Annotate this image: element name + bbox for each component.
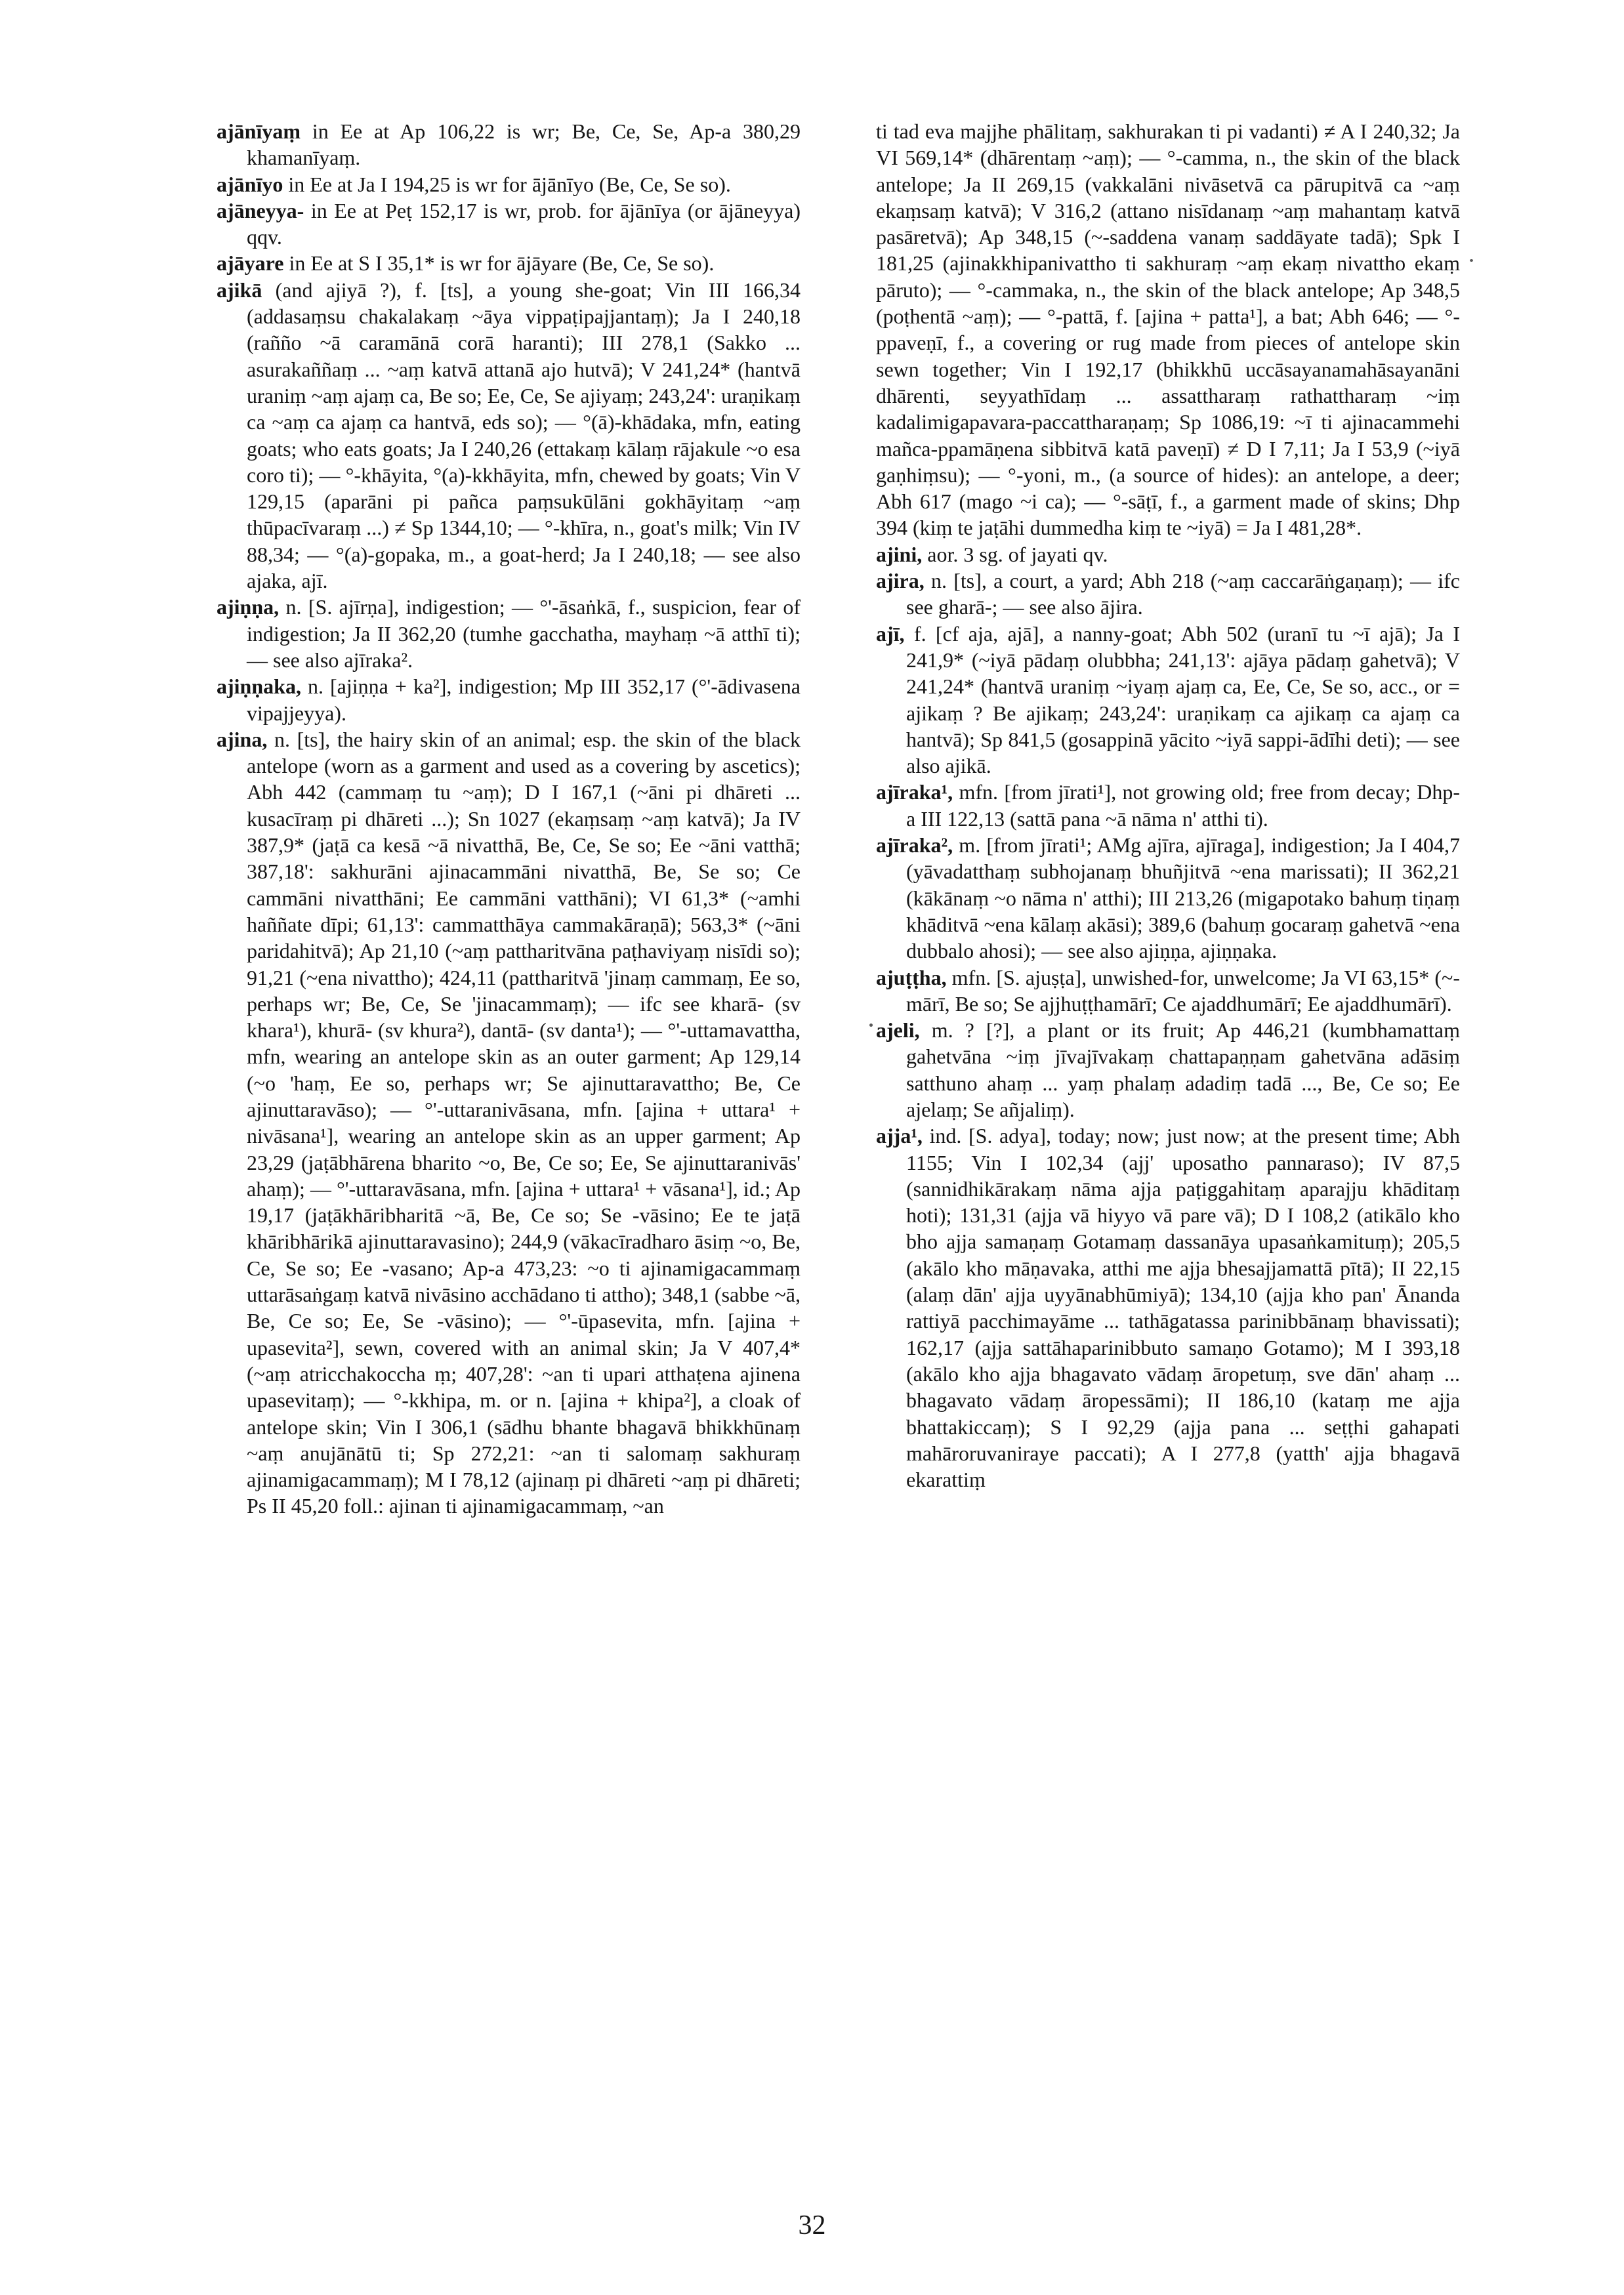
entry-body: ti tad eva majjhe phālitaṃ, sakhurakan ti pi vadanti) ≠ A I 240,32; Ja VI 569,14* (dhārentaṃ ~aṃ); — °-camma, n., the skin of the black antelope; Ja II 269,15 (vakkalāni nivāsetvā ca pārupitvā ca ~aṃ ekaṃsaṃ katvā); V 316,2 (attano nisīdanaṃ ~aṃ mahantaṃ katvā pasāretvā); Ap 348,15 (~-saddena vanaṃ saddāyate tadā); Spk I 181,25 (ajinakkhipanivattho ti sakhuraṃ ~aṃ ekaṃ nivattho ekaṃ pāruto); — °-cammaka, n., the skin of the black antelope; Ap 348,5 (poṭhentā ~aṃ); — °-pattā, f. [ajina + patta¹], a bat; Abh 646; — °-ppaveṇī, f., a covering or rug made from pieces of antelope skin sewn together; Vin I 192,17 (bhikkhū uccāsayanamahāsayanāni dhārenti, seyyathīdaṃ ... assattharaṃ rathattharaṃ ~iṃ kadalimigapavara-paccattharaṇaṃ; Sp 1086,19: ~ī ti ajinacammehi mañca-ppamāṇena sibbitvā katā paveṇī) ≠ D I 7,11; Ja I 53,9 (~iyā gaṇhiṃsu); — °-yoni, m., (a source of hides): an antelope, a deer; Abh 617 (mago ~i ca); — °-sāṭī, f., a garment made of skins; Dhp 394 (kiṃ te jaṭāhi dummedha kiṃ te ~iyā) = Ja I 481,28*. bbox=[876, 119, 1460, 540]
entry-headword: ajja¹, bbox=[876, 1124, 923, 1148]
dictionary-entry bbox=[217, 118, 801, 171]
entry-body: mfn. [from jīrati¹], not growing old; free from decay; Dhp-a III 122,13 (sattā pana ~ā nāma n' atthi ti). bbox=[906, 780, 1461, 831]
entry-headword: ajira, bbox=[876, 569, 925, 593]
right-column bbox=[876, 118, 1460, 1493]
dictionary-entry bbox=[876, 1123, 1460, 1493]
scan-speck bbox=[1470, 259, 1473, 262]
dictionary-entry bbox=[876, 1017, 1460, 1123]
entry-headword: ajāyare bbox=[217, 251, 284, 276]
entry-headword: ajī, bbox=[876, 621, 905, 646]
dictionary-entry bbox=[217, 594, 801, 673]
dictionary-entry bbox=[876, 118, 1460, 541]
entry-body: (and ajiyā ?), f. [ts], a young she-goat; Vin III 166,34 (addasaṃsu chakalakaṃ ~āya vippaṭipajjantaṃ); Ja I 240,18 (rañño ~ā caramānā corā haranti); III 278,1 (Sakko ... asurakaññaṃ ... ~aṃ katvā attanā ajo hutvā); V 241,24* (hantvā uraniṃ ~aṃ ajaṃ ca, Be so; Ee, Ce, Se ajiyaṃ; 243,24': uraṇikaṃ ca ~aṃ ca ajaṃ ca hantvā, eds so); — °(ā)-khādaka, mfn, eating goats; who eats goats; Ja I 240,26 (ettakaṃ kālaṃ rājakule ~o esa coro ti); — °-khāyita, °(a)-kkhāyita, mfn, chewed by goats; Vin V 129,15 (aparāni pi pañca paṃsukūlāni gokhāyitaṃ ~aṃ thūpacīvaraṃ ...) ≠ Sp 1344,10; — °-khīra, n., goat's milk; Vin IV 88,34; — °(a)-gopaka, m., a goat-herd; Ja I 240,18; — see also ajaka, ajī. bbox=[247, 278, 801, 593]
dictionary-entry bbox=[217, 726, 801, 1520]
entry-headword: ajina, bbox=[217, 727, 268, 751]
entry-body: n. [ts], the hairy skin of an animal; esp. the skin of the black antelope (worn as a garment and used as a covering by ascetics); Abh 442 (cammaṃ tu ~aṃ); D I 167,1 (~āni pi dhāreti ... kusacīraṃ pi dhāreti ...); Sn 1027 (ekaṃsaṃ ~aṃ katvā); Ja IV 387,9* (jaṭā ca kesā ~ā nivatthā, Be, Ce, Se so; Ee ~āni vatthā; 387,18': sakhurāni ajinacammāni nivatthā, Be, Se so; Ce cammāni nivatthāni; Ee cammāni vatthāni); VI 61,3* (~amhi haññate dīpi; 61,13': cammatthāya cammakāraṇā); 563,3* (~āni paridahitvā); Ap 21,10 (~aṃ pattharitvāna paṭhaviyaṃ nisīdi so); 91,21 (~ena nivattho); 424,11 (pattharitvā 'jinaṃ cammaṃ, Ee so, perhaps wr; Be, Ce, Se 'jinacammaṃ); — ifc see kharā- (sv khara¹), khurā- (sv khura²), dantā- (sv danta¹); — °'-uttamavattha, mfn, wearing an antelope skin as an outer garment; Ap 129,14 (~o 'haṃ, Ee so, perhaps wr; Se ajinuttaravattho; Be, Ce ajinuttaravāso); — °'-uttaranivāsana, mfn. [ajina + uttara¹ + nivāsana¹], wearing an antelope skin as an upper garment; Ap 23,29 (jaṭābhārena bharito ~o, Be, Ce so; Ee, Se ajinuttaranivās' ahaṃ); — °'-uttaravāsana, mfn. [ajina + uttara¹ + vāsana¹], id.; Ap 19,17 (jaṭākhāribharitā ~ā, Be, Ce so; Se -vāsino; Ee te jaṭā khāribhārikā ajinuttaravasino); 244,9 (vākacīradharo āsiṃ ~o, Be, Ce, Se so; Ee -vasano; Ap-a 473,23: ~o ti ajinamigacammaṃ uttarāsaṅgaṃ katvā nivāsino acchādano ti attho); 348,1 (sabbe ~ā, Be, Ce so; Ee, Se -vāsino); — °'-ūpasevita, mfn. [ajina + upasevita²], sewn, covered with an animal skin; Ja V 407,4* (~aṃ atricchakoccha ṃ; 407,28': ~an ti upari atthaṭena ajinena upasevitaṃ); — °-kkhipa, m. or n. [ajina + khipa²], a cloak of antelope skin; Vin I 306,1 (sādhu bhante bhagavā bhikkhūnaṃ ~aṃ anujānātū ti; Sp 272,21: ~an ti salomaṃ sakhuraṃ ajinamigacammaṃ); M I 78,12 (ajinaṃ pi dhāreti ~aṃ pi dhāreti; Ps II 45,20 foll.: ajinan ti ajinamigacammaṃ, ~an bbox=[247, 727, 801, 1518]
entry-body: m. ? [?], a plant or its fruit; Ap 446,21 (kumbhamattaṃ gahetvāna ~iṃ jīvajīvakaṃ chattapaṇṇam gahetvāna adāsiṃ satthuno ahaṃ ... yaṃ phalaṃ adadiṃ tadā ..., Be, Ce so; Ee ajelaṃ; Se añjaliṃ). bbox=[906, 1018, 1461, 1121]
entry-body: aor. 3 sg. of jayati qv. bbox=[927, 542, 1108, 566]
entry-body: mfn. [S. ajuṣṭa], unwished-for, unwelcome; Ja VI 63,15* (~-mārī, Be so; Se ajjhuṭṭhamārī; Ce ajaddhumārī; Ee ajaddhumārī). bbox=[906, 965, 1461, 1016]
dictionary-entry bbox=[217, 197, 801, 251]
dictionary-entry bbox=[217, 171, 801, 197]
entry-headword: ajīraka¹, bbox=[876, 780, 953, 804]
entry-body: n. [S. ajīrṇa], indigestion; — °'-āsaṅkā, f., suspicion, fear of indigestion; Ja II 362,20 (tumhe gacchatha, mayhaṃ ~ā atthī ti); — see also ajīraka². bbox=[247, 595, 801, 672]
entry-body: in Ee at Ap 106,22 is wr; Be, Ce, Se, Ap-a 380,29 khamanīyaṃ. bbox=[247, 119, 801, 170]
entry-headword: ajini, bbox=[876, 542, 923, 566]
scan-speck bbox=[869, 1023, 873, 1027]
entry-body: in Ee at Peṭ 152,17 is wr, prob. for ājānīya (or ājāneyya) qqv. bbox=[247, 198, 801, 249]
entry-headword: ajīraka², bbox=[876, 833, 953, 858]
entry-headword: ajānīyaṃ bbox=[217, 119, 301, 143]
dictionary-entry bbox=[217, 250, 801, 276]
dictionary-entry bbox=[876, 779, 1460, 832]
entry-headword: ajeli, bbox=[876, 1018, 920, 1043]
dictionary-entry bbox=[876, 832, 1460, 964]
dictionary-entry bbox=[876, 964, 1460, 1018]
entry-headword: ajānīyo bbox=[217, 172, 283, 196]
dictionary-entry bbox=[876, 621, 1460, 779]
dictionary-entry bbox=[217, 673, 801, 726]
dictionary-entry bbox=[217, 277, 801, 594]
left-column bbox=[217, 118, 801, 1520]
entry-body: in Ee at S I 35,1* is wr for ājāyare (Be, Ce, Se so). bbox=[289, 251, 715, 276]
entry-headword: ajiṇṇa, bbox=[217, 595, 280, 619]
entry-body: n. [ajiṇṇa + ka²], indigestion; Mp III 352,17 (°'-ādivasena vipajjeyya). bbox=[247, 674, 801, 725]
entry-headword: ajāneyya- bbox=[217, 198, 304, 222]
entry-body: in Ee at Ja I 194,25 is wr for ājānīyo (Be, Ce, Se so). bbox=[288, 172, 731, 196]
page-number: 32 bbox=[798, 2210, 826, 2241]
entry-body: ind. [S. adya], today; now; just now; at the present time; Abh 1155; Vin I 102,34 (ajj' uposatho pannaraso); IV 87,5 (sannidhikārakaṃ nāma ajja paṭiggahitaṃ aparajju khāditaṃ hoti); 131,31 (ajja vā hiyyo vā pare vā); D I 108,2 (atikālo kho bho ajja samaṇaṃ Gotamaṃ dassanāya upasaṅkamituṃ); 205,5 (akālo kho māṇavaka, atthi me ajja bhesajjamattā pītā); II 22,15 (alaṃ dān' ajja uyyānabhūmiyā); 134,10 (ajja kho pan' Ānanda rattiyā pacchimayāme ... tathāgatassa parinibbānaṃ bhavissati); 162,17 (ajja sattāhaparinibbuto samaṇo Gotamo); M I 393,18 (akālo kho ajja bhagavato vādaṃ āropetuṃ, sve dān' ahaṃ ... bhagavato vādaṃ āropessāmi); II 186,10 (kataṃ me ajja bhattakiccaṃ); S I 92,29 (ajja pana ... seṭṭhi gahapati mahāroruvaniraye paccati); A I 277,8 (yatth' ajja bhagavā ekarattiṃ bbox=[906, 1124, 1461, 1492]
entry-body: f. [cf aja, ajā], a nanny-goat; Abh 502 (uranī tu ~ī ajā); Ja I 241,9* (~iyā pādaṃ olubbha; 241,13': ajāya pādaṃ gahetvā); V 241,24* (hantvā uraniṃ ~iyaṃ ajaṃ ca, Ee, Ce, Se so, acc., or = ajikaṃ ? Be ajikaṃ; 243,24': uraṇikaṃ ca ajikaṃ ca ajaṃ ca hantvā); Sp 841,5 (gosappinā yācito ~iyā sappi-ādīhi deti); — see also ajikā. bbox=[906, 621, 1461, 778]
dictionary-entry bbox=[876, 541, 1460, 568]
entry-headword: ajiṇṇaka, bbox=[217, 674, 301, 699]
dictionary-entry bbox=[876, 568, 1460, 621]
entry-body: n. [ts], a court, a yard; Abh 218 (~aṃ caccarāṅgaṇaṃ); — ifc see gharā-; — see also ājira. bbox=[906, 569, 1460, 619]
entry-body: m. [from jīrati¹; AMg ajīra, ajīraga], indigestion; Ja I 404,7 (yāvadatthaṃ subhojanaṃ bhuñjitvā ~ena marissati); II 362,21 (kākānaṃ ~o nāma n' atthi); III 213,26 (migapotako bahuṃ tiṇaṃ khāditvā ~ena kālaṃ akāsi); 389,6 (bahuṃ gocaraṃ gahetvā ~ena dubbalo ahosi); — see also ajiṇṇa, ajiṇṇaka. bbox=[906, 833, 1461, 963]
entry-headword: ajikā bbox=[217, 278, 262, 302]
entry-headword: ajuṭṭha, bbox=[876, 965, 947, 989]
